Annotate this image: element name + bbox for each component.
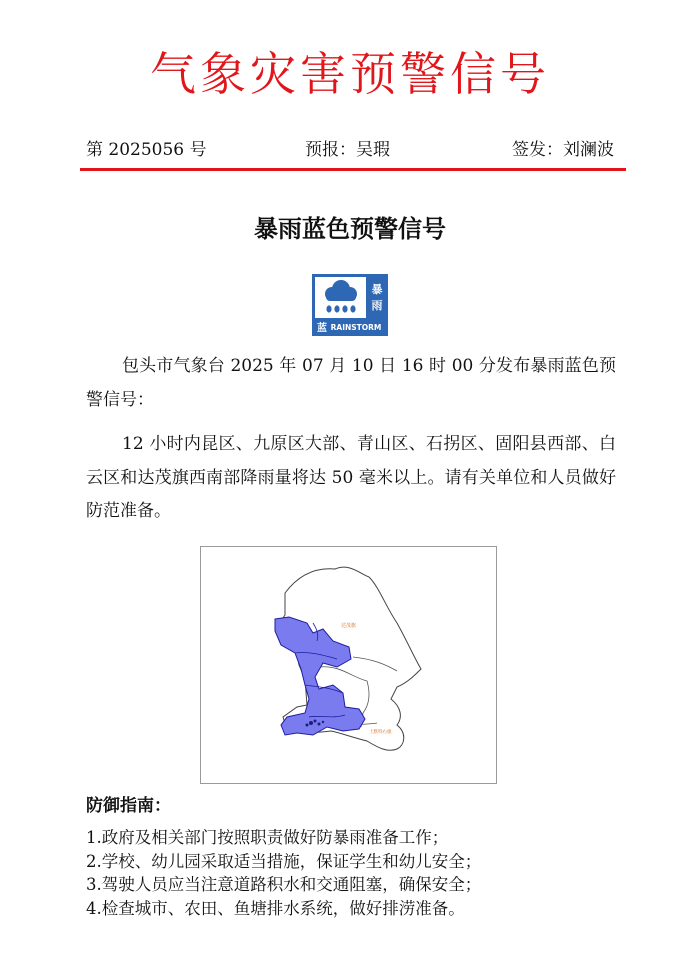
badge-char-2: 雨 (371, 299, 383, 312)
warning-paragraph-2: 12 小时内昆区、九原区大部、青山区、石拐区、固阳县西部、白云区和达茂旗西南部降雨量将达 50 毫米以上。请有关单位和人员做好防范准备。 (86, 434, 616, 521)
rainstorm-blue-warning-icon (312, 274, 388, 336)
badge-char-1: 暴 (371, 283, 383, 296)
header-divider (80, 168, 626, 171)
guide-list (86, 826, 481, 920)
badge-english: RAINSTORM (330, 323, 382, 332)
warning-area-map (200, 546, 497, 784)
guide-item: 3.驾驶人员应当注意道路积水和交通阻塞，确保安全； (86, 875, 482, 894)
guide-item: 4.检查城市、农田、鱼塘排水系统，做好排涝准备。 (86, 898, 465, 918)
forecaster: 预报：吴瑕 (305, 140, 390, 160)
badge-level-char: 蓝 (317, 323, 327, 334)
guide-item: 2.学校、幼儿园采取适当措施，保证学生和幼儿安全； (86, 851, 482, 871)
guide-title: 防御指南： (86, 796, 171, 816)
warning-paragraph-1: 包头市气象台 2025 年 07 月 10 日 16 时 00 分发布暴雨蓝色预警信号： (86, 356, 616, 410)
document-title: 气象灾害预警信号 (150, 47, 550, 101)
signal-title: 暴雨蓝色预警信号 (254, 215, 446, 243)
document-number: 第 2025056 号 (86, 140, 207, 160)
map-label-north: 达茂旗 (341, 623, 357, 629)
guide-item: 1.政府及相关部门按照职责做好防暴雨准备工作； (86, 828, 449, 847)
baotou-map-svg (201, 547, 496, 783)
map-label-east: 土默特右旗 (369, 730, 392, 735)
issuer: 签发：刘澜波 (512, 140, 614, 160)
